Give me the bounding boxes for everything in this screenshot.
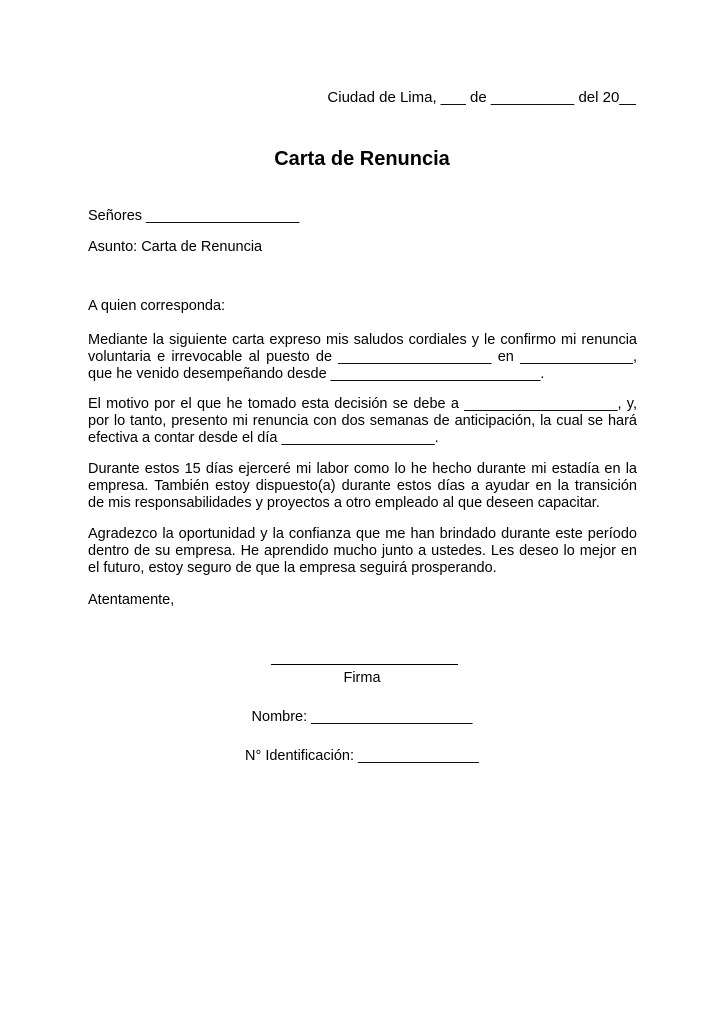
id-line: N° Identificación: _______________ <box>245 748 479 764</box>
paragraph-line: el futuro, estoy seguro de que la empresa seguirá prosperando. <box>88 560 497 576</box>
signature-line <box>271 664 458 665</box>
paragraph-line: voluntaria e irrevocable al puesto de ___________________ en ______________, <box>88 349 637 365</box>
recipient-line: Señores ___________________ <box>88 208 300 224</box>
paragraph-line: El motivo por el que he tomado esta decisión se debe a ___________________, y, <box>88 396 637 412</box>
paragraph-line: de mis responsabilidades y proyectos a otro empleado al que deseen capacitar. <box>88 495 600 511</box>
closing: Atentamente, <box>88 592 175 608</box>
paragraph-line: Agradezco la oportunidad y la confianza que me han brindado durante este período <box>88 526 637 542</box>
greeting: A quien corresponda: <box>88 298 226 314</box>
paragraph-2 <box>88 396 637 447</box>
paragraph-line: Durante estos 15 días ejerceré mi labor como lo he hecho durante mi estadía en la <box>88 461 637 477</box>
name-line: Nombre: ____________________ <box>251 709 473 725</box>
paragraph-1 <box>88 332 637 383</box>
subject-line: Asunto: Carta de Renuncia <box>88 239 263 255</box>
paragraph-4 <box>88 526 637 577</box>
paragraph-line: dentro de su empresa. He aprendido mucho junto a ustedes. Les deseo lo mejor en <box>88 543 637 559</box>
paragraph-3 <box>88 461 637 512</box>
paragraph-line: por lo tanto, presento mi renuncia con dos semanas de anticipación, la cual se hará <box>88 413 637 429</box>
paragraph-line: efectiva a contar desde el día ___________________. <box>88 430 439 446</box>
paragraph-line: que he venido desempeñando desde __________________________. <box>88 366 545 382</box>
paragraph-line: empresa. También estoy dispuesto(a) durante estos días a ayudar en la transición <box>88 478 637 494</box>
page-title: Carta de Renuncia <box>274 148 450 170</box>
signature-label: Firma <box>343 670 381 686</box>
paragraph-line: Mediante la siguiente carta expreso mis saludos cordiales y le confirmo mi renuncia <box>88 332 637 348</box>
date-line: Ciudad de Lima, ___ de __________ del 20__ <box>327 89 636 106</box>
